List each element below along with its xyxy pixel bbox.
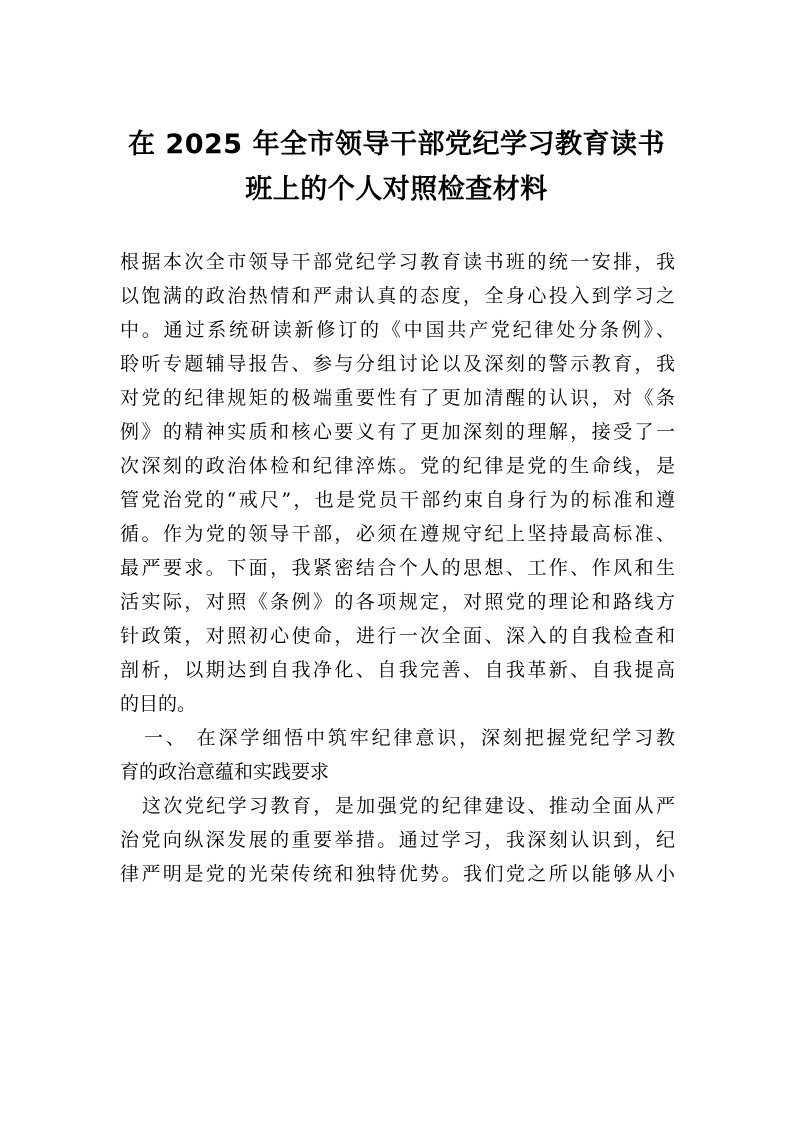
document-body (120, 245, 675, 891)
body-line: 次深刻的政治体检和纪律淬炼。党的纪律是党的生命线，是 (120, 455, 675, 477)
body-line: 律严明是党的光荣传统和独特优势。我们党之所以能够从小 (120, 863, 675, 885)
body-line: 以饱满的政治热情和严肃认真的态度，全身心投入到学习之 (120, 285, 675, 307)
body-line: 这次党纪学习教育，是加强党的纪律建设、推动全面从严 (142, 795, 675, 817)
body-line: 对党的纪律规矩的极端重要性有了更加清醒的认识，对《条 (120, 387, 675, 409)
body-line: 中。通过系统研读新修订的《中国共产党纪律处分条例》、 (120, 319, 675, 341)
body-line: 循。作为党的领导干部，必须在遵规守纪上坚持最高标准、 (120, 523, 675, 545)
body-line: 的目的。 (120, 693, 197, 715)
section-heading-line: 育的政治意蕴和实践要求 (120, 761, 330, 783)
section-heading-line: 一、 在深学细悟中筑牢纪律意识，深刻把握党纪学习教 (144, 727, 675, 749)
body-line: 剖析，以期达到自我净化、自我完善、自我革新、自我提高 (120, 659, 675, 681)
body-line: 聆听专题辅导报告、参与分组讨论以及深刻的警示教育，我 (120, 353, 675, 375)
body-line: 管党治党的“戒尺”，也是党员干部约束自身行为的标准和遵 (120, 489, 675, 511)
body-line: 活实际，对照《条例》的各项规定，对照党的理论和路线方 (120, 591, 675, 613)
body-line: 针政策，对照初心使命，进行一次全面、深入的自我检查和 (120, 625, 675, 647)
document-title-line-1: 在 2025 年全市领导干部党纪学习教育读书 (128, 129, 665, 160)
body-line: 根据本次全市领导干部党纪学习教育读书班的统一安排，我 (120, 251, 675, 273)
body-line: 治党向纵深发展的重要举措。通过学习，我深刻认识到，纪 (120, 829, 675, 851)
body-line: 例》的精神实质和核心要义有了更加深刻的理解，接受了一 (120, 421, 675, 443)
document-title-line-2: 班上的个人对照检查材料 (245, 174, 548, 205)
body-line: 最严要求。下面，我紧密结合个人的思想、工作、作风和生 (120, 557, 675, 579)
